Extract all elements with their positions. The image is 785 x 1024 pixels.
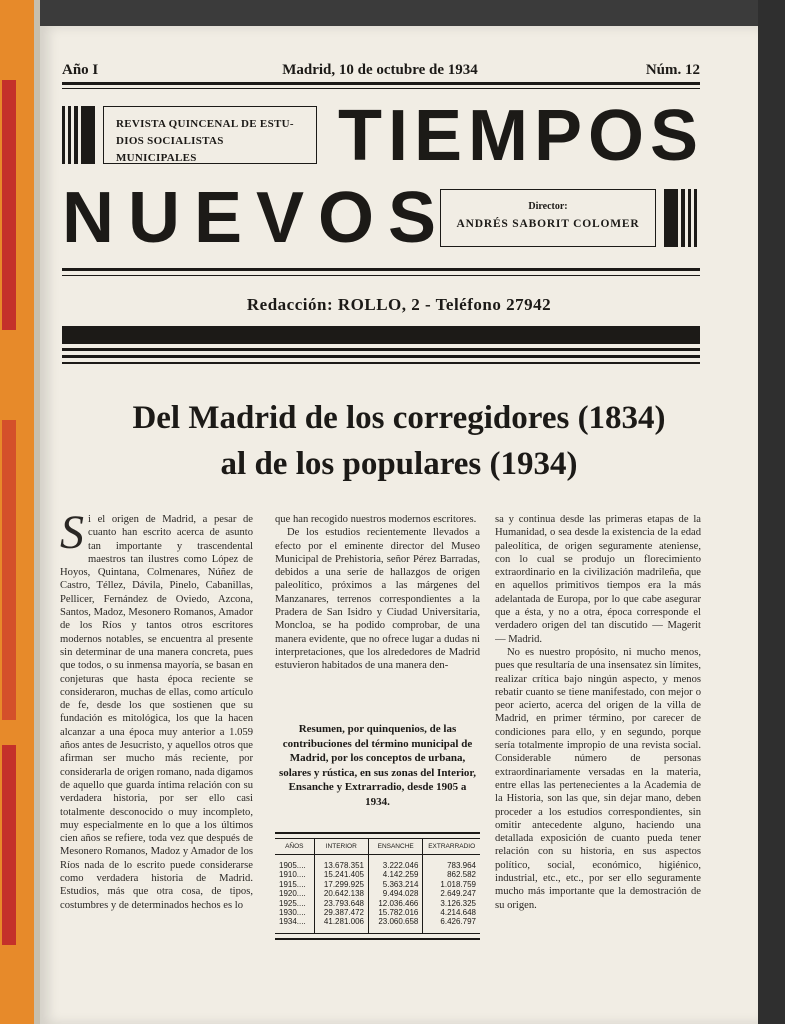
issue-year: Año I [62, 62, 99, 78]
spine-ornament [2, 80, 16, 330]
cell-ensanche: 23.060.658 [368, 917, 422, 933]
redaccion-line: Redacción: ROLLO, 2 - Teléfono 27942 [246, 295, 552, 314]
director-box [440, 189, 656, 247]
table-row [275, 889, 480, 898]
thick-rule [62, 326, 700, 344]
cell-extrarradio: 2.649.247 [423, 889, 480, 898]
director-label: Director: [528, 201, 568, 212]
col3-paragraph-1: sa y continua desde las primeras etapas de la Humanidad, o sea desde la existencia de la edad paleolítica, de origen seguramente ateniense, con lo cual se produjo un florecimiento extraordinario en la civilización madrileña, que en aquellos primitivos tiempos era la más adelantada de Europa, por lo que cabe asegurar que a ésta, y no a otra, época corresponde el verdadero origen del tan discutido — Magerit — Madrid. [495, 514, 701, 645]
bars-ornament-right [664, 189, 697, 247]
title-tiempos: TIEMPOS [338, 96, 705, 176]
table-row [275, 870, 480, 879]
subtitle-box [103, 106, 317, 164]
cell-interior: 13.678.351 [314, 855, 368, 871]
cell-year: 1925.... [279, 898, 306, 908]
spine-ornament [2, 420, 16, 720]
table-bottom-rule [275, 938, 480, 940]
table-row [275, 899, 480, 908]
cell-interior: 20.642.138 [314, 889, 368, 898]
table-caption: Resumen, por quinquenios, de las contribuciones del término municipal de Madrid, por los conceptos de urbana, solares y rústica, en sus zonas del Interior, Ensanche y Extrarradio, desde 1905 a 1934. [278, 723, 477, 808]
cell-ensanche: 4.142.259 [368, 870, 422, 879]
cell-interior: 41.281.006 [314, 917, 368, 933]
top-rule [62, 82, 700, 85]
cell-extrarradio: 862.582 [423, 870, 480, 879]
cell-year: 1910.... [279, 870, 306, 880]
mid-rule-thin [62, 275, 700, 276]
cell-ensanche: 9.494.028 [368, 889, 422, 898]
cell-extrarradio: 783.964 [423, 855, 480, 871]
cell-extrarradio: 6.426.797 [423, 917, 480, 933]
cell-ensanche: 5.363.214 [368, 880, 422, 889]
cell-extrarradio: 3.126.325 [423, 899, 480, 908]
subtitle-line-2: DIOS SOCIALISTAS MUNICIPALES [116, 135, 224, 164]
cell-year: 1915.... [279, 879, 306, 889]
header-extrarradio: EXTRARRADIO [423, 839, 480, 855]
article-column-3 [495, 513, 701, 943]
drop-cap: S [60, 513, 84, 559]
magazine-spine [0, 0, 40, 1024]
cell-year: 1934.... [279, 917, 306, 927]
cell-extrarradio: 1.018.759 [423, 880, 480, 889]
mid-rule [62, 268, 700, 271]
issue-date: Madrid, 10 de octubre de 1934 [282, 62, 478, 78]
col2-paragraph-2: De los estudios recientemente llevados a efecto por el eminente director del Museo Municipal de Prehistoria, señor Pérez Barradas, debidos a una serie de hallazgos de origen paleolítico, próximos a las márgenes del Manzanares, terrenos correspondientes a la Pradera de San Isidro y Ciudad Universitaria, Moncloa, se ha podido comprobar, de una manera evidente, que no ofrece lugar a dudas ni interpretaciones, que los alrededores de Madrid estuvieron habitados de una manera den- [275, 527, 480, 672]
header-interior: INTERIOR [314, 839, 368, 855]
article-title-line-2: al de los populares (1934) [220, 446, 578, 482]
table-row [275, 917, 480, 933]
cell-year: 1930.... [279, 908, 306, 918]
cell-interior: 29.387.472 [314, 908, 368, 917]
contributions-table [275, 838, 480, 934]
table-row [275, 880, 480, 889]
bars-ornament-left [62, 106, 95, 164]
header-anos: AÑOS [285, 843, 304, 850]
table-row [275, 908, 480, 917]
table-header-row [275, 839, 480, 855]
cell-interior: 17.299.925 [314, 880, 368, 889]
article-column-1 [60, 513, 253, 943]
thick-rule-3 [62, 355, 700, 358]
title-nuevos: NUEVOS [62, 178, 451, 258]
article-title-line-1: Del Madrid de los corregidores (1834) [132, 400, 666, 436]
col3-paragraph-2: No es nuestro propósito, ni mucho menos, pues que resultaría de una insensatez sin límites, realizar crítica bajo ningún aspecto, y menos rebatir cuanto se tiene manifestado, con mejor o peor acierto, acerca del origen de la villa de Madrid, en primer término, por carecer de condiciones para ello, y en segundo, porque sería totalmente impropio de una revista social. Considerable número de personas extraordinariamente versadas en la materia, entre ellas las pertenecientes a la Academia de la Historia, son las que, sin dejar mano, deben proceder a los estudios correspondientes, sin omitir antecedente alguno, haciendo una detallada exposición de cuanto pueda tener relación con su historia, en sus aspectos político, social, económico, higiénico, industrial, etc., etc., por ser ello seguramente mucho más importante que la demostración de su origen. [495, 646, 701, 911]
subtitle-line-1: REVISTA QUINCENAL DE ESTU- [116, 118, 294, 130]
background-right [758, 0, 785, 1024]
spine-ornament [2, 745, 16, 945]
thick-rule-4 [62, 362, 700, 364]
top-rule-thin [62, 88, 700, 89]
table-row [275, 855, 480, 871]
col1-paragraph-start: i el origen de Madrid, a pesar de cuanto han escrito acerca de asunto tan importante y trascendental maestros tan ilustres como López [88, 514, 253, 565]
cell-interior: 15.241.405 [314, 870, 368, 879]
cell-ensanche: 12.036.466 [368, 899, 422, 908]
col2-paragraph-1: que han recogido nuestros modernos escritores. [275, 514, 477, 525]
cell-year: 1905.... [279, 861, 306, 870]
cell-year: 1920.... [279, 889, 306, 899]
col1-paragraph-rest: de Hoyos, Quintana, Colmenares, Núñez de Castro, Téllez, Dávila, Pinelo, Cabanillas, Pellicer, Fernández de Oviedo, Azcona, Santos, Madoz, Mesonero Romanos, Amador de los Ríos y tantos otros escritores modernos notables, se encuentra al presente sin determinar de una manera concreta, pues que todos, o su inmensa mayoría, se basan en conjeturas que hasta época reciente se consideraron, muchas de ellas, como artículo de fe, desde los que sostienen que su fundación es mitológica, los que la hacen alcanzar a una época muy anterior a 1.059 años antes de Jesucristo, y aquellos otros que afirman ser mucho más reciente, por considerarla de origen romano, nada digamos de aquello que guarda íntima relación con su verdadera historia, por ser ello casi totalmente desconocido o muy incompleto, muy especialmente en lo que a los últimos cien años se refiere, toda vez que después de Mesonero Romanos, Madoz y Amador de los Ríos nada de lo escrito puede considerarse como verdadera historia de Madrid. Estudios, más que otra cosa, de tipos, costumbres y de determinados hechos es lo [60, 553, 253, 911]
cell-ensanche: 15.782.016 [368, 908, 422, 917]
issue-number: Núm. 12 [645, 62, 700, 78]
table-top-rule [275, 832, 480, 834]
cell-interior: 23.793.648 [314, 899, 368, 908]
thick-rule-2 [62, 348, 700, 351]
article-column-2 [275, 513, 480, 703]
header-ensanche: ENSANCHE [368, 839, 422, 855]
cell-ensanche: 3.222.046 [368, 855, 422, 871]
director-name: ANDRÉS SABORIT COLOMER [456, 218, 640, 230]
cell-extrarradio: 4.214.648 [423, 908, 480, 917]
